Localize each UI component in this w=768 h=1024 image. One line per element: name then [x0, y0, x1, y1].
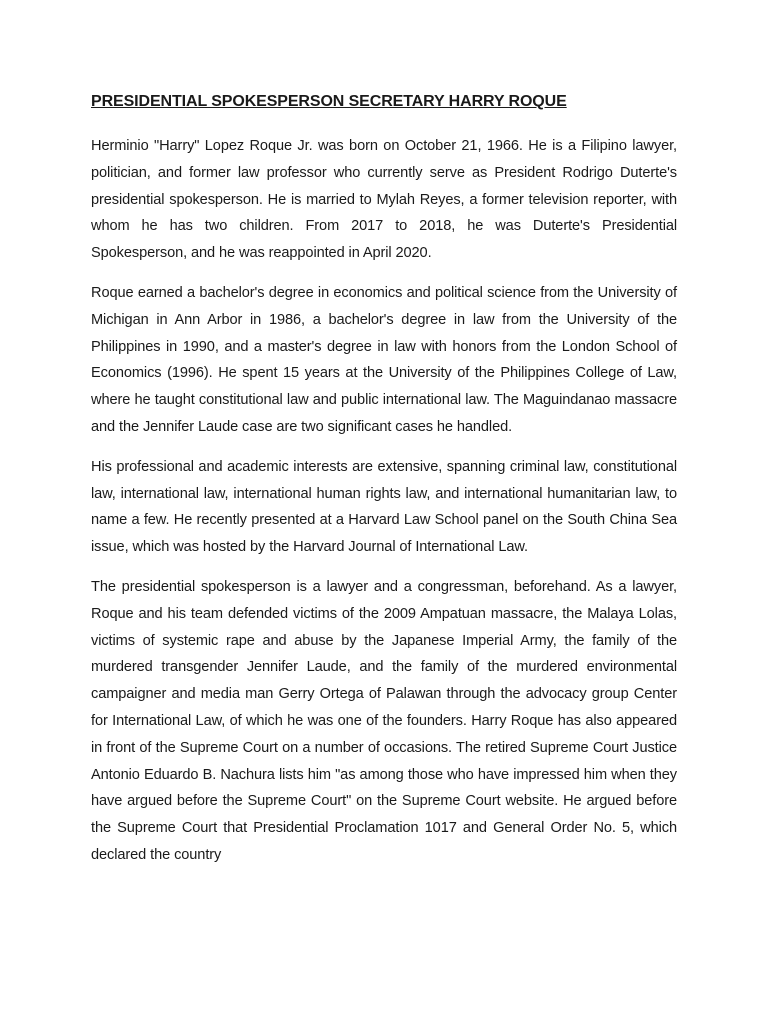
paragraph-biography: Herminio "Harry" Lopez Roque Jr. was born on October 21, 1966. He is a Filipino lawyer, politician, and former law professor who currently serve as President Rodrigo Duterte's presidential spokesperson. He is married to Mylah Reyes, a former television reporter, with whom he has two children. From 2017 to 2018, he was Duterte's Presidential Spokesperson, and he was reappointed in April 2020. — [91, 138, 677, 262]
document-title: PRESIDENTIAL SPOKESPERSON SECRETARY HARRY ROQUE — [91, 93, 567, 110]
paragraph-education: Roque earned a bachelor's degree in economics and political science from the University of Michigan in Ann Arbor in 1986, a bachelor's degree in law from the University of the Philippines in 1990, and a master's degree in law with honors from the London School of Economics (1996). He spent 15 years at the University of the Philippines College of Law, where he taught constitutional law and public international law. The Maguindanao massacre and the Jennifer Laude case are two significant cases he handled. — [91, 284, 677, 435]
document-page — [91, 91, 677, 882]
paragraph-interests: His professional and academic interests are extensive, spanning criminal law, constitutional law, international law, international human rights law, and international humanitarian law, to name a few. He recently presented at a Harvard Law School panel on the South China Sea issue, which was hosted by the Harvard Journal of International Law. — [91, 458, 677, 556]
paragraph-legal-career: The presidential spokesperson is a lawyer and a congressman, beforehand. As a lawyer, Roque and his team defended victims of the 2009 Ampatuan massacre, the Malaya Lolas, victims of systemic rape and abuse by the Japanese Imperial Army, the family of the murdered transgender Jennifer Laude, and the family of the murdered environmental campaigner and media man Gerry Ortega of Palawan through the advocacy group Center for International Law, of which he was one of the founders. Harry Roque has also appeared in front of the Supreme Court on a number of occasions. The retired Supreme Court Justice Antonio Eduardo B. Nachura lists him "as among those who have impressed him when they have argued before the Supreme Court" on the Supreme Court website. He argued before the Supreme Court that Presidential Proclamation 1017 and General Order No. 5, which declared the country — [91, 578, 677, 863]
